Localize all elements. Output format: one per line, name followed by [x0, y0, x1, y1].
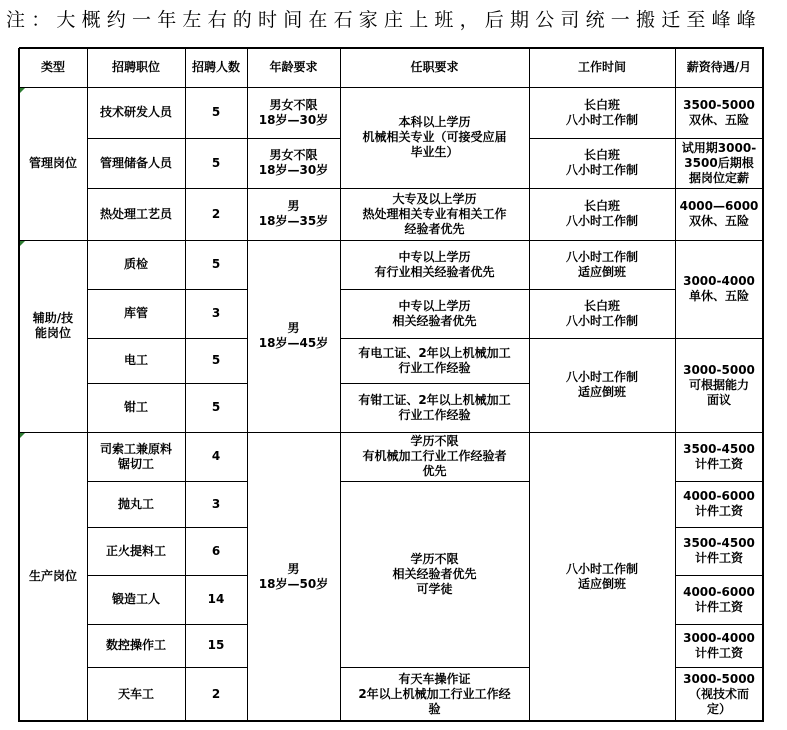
salary-cell: 4000—6000 双休、五险: [679, 199, 759, 228]
table-rule: [675, 481, 764, 482]
table-rule: [19, 240, 764, 241]
top-note: 注：大概约一年左右的时间在石家庄上班，后期公司统一搬迁至峰峰: [6, 9, 763, 31]
table-rule: [87, 48, 88, 722]
count-cell: 5: [211, 105, 221, 119]
count-cell: 5: [211, 353, 221, 367]
table-rule: [675, 48, 676, 722]
category-production: 生产岗位: [28, 569, 77, 583]
header-salary: 薪资待遇/月: [686, 60, 752, 74]
salary-cell: 3000-4000 计件工资: [683, 630, 755, 660]
count-cell: 4: [211, 449, 221, 463]
position-cell: 钳工: [123, 400, 148, 414]
table-rule: [19, 47, 764, 49]
salary-cell: 4000-6000 计件工资: [683, 489, 755, 518]
requirement-cell: 有天车操作证 2年以上机械加工行业工作经 验: [358, 671, 511, 716]
table-rule: [340, 383, 530, 384]
table-rule: [340, 338, 764, 339]
count-cell: 6: [211, 543, 221, 558]
header-requirements: 任职要求: [410, 60, 459, 74]
table-rule: [87, 624, 248, 625]
table-rule: [87, 338, 248, 339]
requirement-cell: 学历不限 相关经验者优先 可学徒: [392, 551, 477, 596]
table-rule: [87, 527, 248, 528]
position-cell: 质检: [123, 257, 148, 271]
table-rule: [529, 48, 530, 722]
table-rule: [340, 289, 676, 290]
header-age: 年龄要求: [269, 60, 318, 74]
count-cell: 2: [211, 686, 221, 701]
count-cell: 5: [211, 155, 221, 170]
table-rule: [87, 667, 248, 668]
position-cell: 热处理工艺员: [99, 206, 172, 221]
header-position: 招聘职位: [111, 60, 160, 74]
position-cell: 技术研发人员: [99, 105, 172, 119]
count-cell: 3: [211, 496, 221, 511]
work-time-cell: 长白班 八小时工作制: [565, 199, 638, 228]
count-cell: 5: [211, 257, 221, 271]
work-time-cell: 长白班 八小时工作制: [565, 148, 638, 177]
table-rule: [19, 432, 764, 433]
table-rule: [185, 48, 186, 722]
position-cell: 司索工兼原料 锯切工: [99, 441, 172, 471]
table-rule: [675, 527, 764, 528]
corner-marker: [20, 241, 25, 246]
header-type: 类型: [40, 60, 65, 74]
category-management: 管理岗位: [28, 156, 77, 170]
count-cell: 14: [207, 592, 225, 606]
salary-cell: 3500-5000 双休、五险: [683, 97, 755, 127]
count-cell: 2: [211, 206, 221, 221]
salary-cell: 3000-5000 可根据能力 面议: [683, 362, 755, 407]
work-time-cell: 长白班 八小时工作制: [565, 97, 638, 127]
table-rule: [529, 138, 764, 139]
position-cell: 电工: [123, 353, 148, 367]
position-cell: 库管: [123, 306, 148, 320]
position-cell: 数控操作工: [105, 638, 166, 652]
work-time-cell: 八小时工作制 适应倒班: [565, 249, 638, 279]
table-rule: [247, 48, 248, 722]
salary-cell: 3500-4500 计件工资: [683, 441, 755, 471]
requirement-cell: 本科以上学历 机械相关专业（可接受应届 毕业生）: [362, 115, 507, 159]
table-rule: [19, 720, 764, 722]
table-rule: [19, 87, 764, 88]
requirement-cell: 有钳工证、2年以上机械加工 行业工作经验: [358, 392, 511, 422]
salary-cell: 3500-4500 计件工资: [683, 536, 755, 565]
age-cell: 男女不限 18岁—30岁: [258, 97, 329, 127]
age-cell: 男 18岁—50岁: [258, 561, 329, 591]
table-rule: [87, 188, 764, 189]
requirement-cell: 中专以上学历 有行业相关经验者优先: [374, 249, 495, 279]
table-rule: [675, 624, 764, 625]
table-rule: [675, 575, 764, 576]
corner-marker: [20, 433, 25, 438]
work-time-cell: 长白班 八小时工作制: [565, 298, 638, 328]
requirement-cell: 中专以上学历 相关经验者优先: [392, 298, 477, 328]
position-cell: 管理储备人员: [99, 155, 172, 170]
table-rule: [340, 667, 530, 668]
requirement-cell: 大专及以上学历 热处理相关专业有相关工作 经验者优先: [362, 191, 507, 236]
count-cell: 5: [211, 400, 221, 414]
table-rule: [340, 481, 530, 482]
age-cell: 男 18岁—45岁: [258, 321, 329, 350]
header-count: 招聘人数: [191, 60, 240, 74]
requirement-cell: 学历不限 有机械加工行业工作经验者 优先: [362, 434, 507, 478]
table-rule: [675, 667, 764, 668]
table-rule: [87, 575, 248, 576]
count-cell: 15: [207, 638, 225, 652]
salary-cell: 3000-5000 （视技术而 定）: [683, 671, 755, 716]
table-rule: [87, 481, 248, 482]
count-cell: 3: [211, 306, 221, 320]
position-cell: 抛丸工: [117, 496, 154, 511]
salary-cell: 4000-6000 计件工资: [683, 584, 755, 614]
corner-marker: [20, 88, 25, 93]
position-cell: 正火提料工: [105, 543, 166, 558]
work-time-cell: 八小时工作制 适应倒班: [565, 561, 638, 591]
age-cell: 男女不限 18岁—30岁: [258, 148, 329, 177]
table-rule: [87, 289, 248, 290]
table-rule: [87, 383, 248, 384]
header-work-time: 工作时间: [577, 60, 626, 74]
age-cell: 男 18岁—35岁: [258, 199, 329, 228]
position-cell: 天车工: [117, 686, 154, 701]
position-cell: 锻造工人: [111, 592, 160, 606]
salary-cell: 试用期3000- 3500后期根 据岗位定薪: [681, 140, 757, 185]
table-rule: [340, 48, 341, 722]
category-support: 辅助/技 能岗位: [32, 311, 74, 340]
table-rule: [87, 138, 341, 139]
table-rule: [18, 48, 20, 722]
salary-cell: 3000-4000 单休、五险: [683, 274, 755, 303]
table-rule: [762, 48, 764, 722]
requirement-cell: 有电工证、2年以上机械加工 行业工作经验: [358, 345, 511, 375]
work-time-cell: 八小时工作制 适应倒班: [565, 370, 638, 399]
